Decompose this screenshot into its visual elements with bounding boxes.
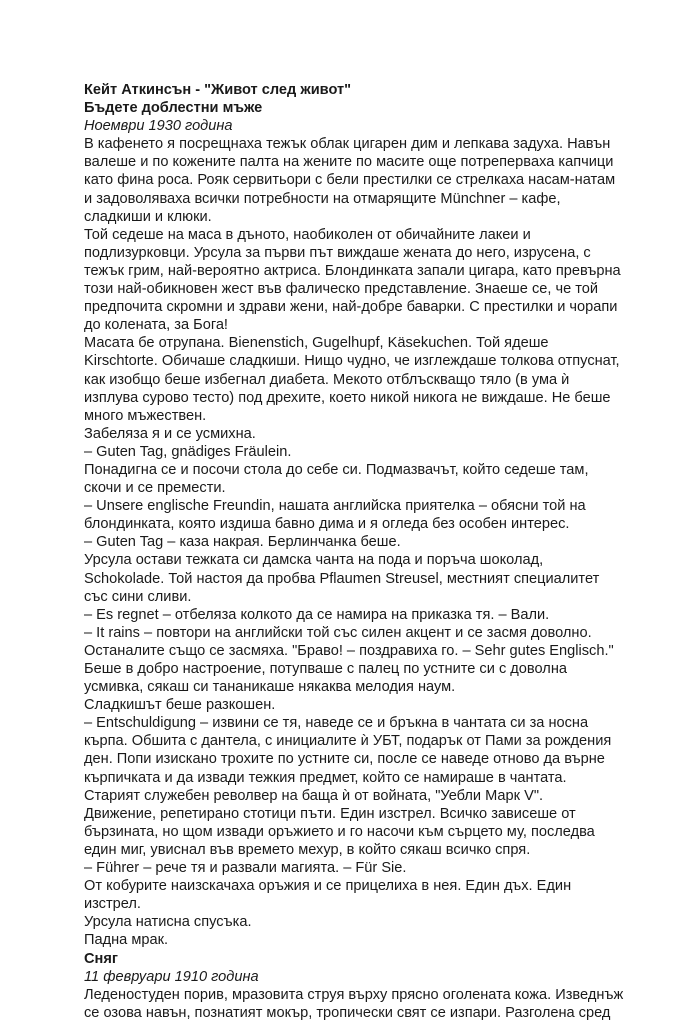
- paragraph: Падна мрак.: [84, 932, 169, 949]
- paragraph: – It rains – повтори на английски той със силен акцент и се засмя доволно. Останалите също се засмяха. "Браво! – поздравиха го. – Sehr gutes Englisch." Беше в добро настроение, потупваше с палец по устните си с доволна усмивка, сякаш си тананикаше някаква мелодия наум.: [84, 624, 614, 696]
- paragraph: Движение, репетирано стотици пъти. Един изстрел. Всичко зависеше от бързината, но щом извади оръжието и го насочи към сърцето му, последва един миг, увиснал във времето мехур, в който сякаш всичко спря.: [84, 805, 595, 858]
- paragraph: Забеляза я и се усмихна.: [84, 425, 256, 442]
- paragraph: Понадигна се и посочи стола до себе си. Подмазвачът, който седеше там, скочи и се премести.: [84, 461, 589, 497]
- book-header: Кейт Аткинсън - "Живот след живот": [84, 82, 352, 98]
- paragraph: – Guten Tag – каза накрая. Берлинчанка беше.: [84, 534, 401, 551]
- paragraph: – Guten Tag, gnädiges Fräulein.: [84, 443, 292, 460]
- paragraph: Урсула натисна спусъка.: [84, 914, 252, 931]
- document-page: [84, 81, 624, 1022]
- paragraph: – Führer – рече тя и развали магията. – Für Sie.: [84, 860, 407, 877]
- chapter-date: 11 февруари 1910 година: [84, 968, 259, 985]
- paragraph: В кафенето я посрещнаха тежък облак цигарен дим и лепкава задуха. Навън валеше и по кожените палта на жените по масите още потрепервaха капчици като фина роса. Рояк сервитьори с бели престилки се стрелкаха насам-натам и задоволяваха всички потребности на отмарящите Münchner – кафе, сладкиши и клюки.: [84, 136, 616, 225]
- paragraph: От кобурите наизскачаха оръжия и се прицелиха в нея. Един дъх. Един изстрел.: [84, 878, 572, 913]
- paragraph: – Es regnet – отбеляза колкото да се намира на приказка тя. – Вали.: [84, 606, 550, 623]
- paragraph: Урсула остави тежката си дамска чанта на пода и поръча шоколад, Schokolade. Той настоя да пробва Pflaumen Streusel, местният специалитет със сини сливи.: [84, 552, 600, 605]
- chapter-title: Бъдете доблестни мъже: [84, 100, 263, 117]
- paragraph: Леденостуден порив, мразовита струя върху прясно оголената кожа. Изведнъж се озова навън, познатият мокър, тропически свят се изпари. Разголена сред: [84, 986, 624, 1021]
- paragraph: Сладкишът беше разкошен.: [84, 697, 276, 714]
- paragraph: – Unsere englische Freundin, нашата английска приятелка – обясни той на блондинката, която издиша бавно дима и я огледа без особен интерес.: [84, 498, 586, 533]
- chapter-date: Ноември 1930 година: [84, 118, 233, 135]
- paragraph: – Entschuldigung – извини се тя, наведе се и бръкна в чантата си за носна кърпа. Обшита с дантела, с инициалите ѝ УБТ, подарък от Пами за рождения ден. Попи изискано трохите по устните си, после се наведе отново да върне кърпичката и да извади тежкия предмет, който се намираше в чантата. Старият служебен револвер на баща ѝ от войната, "Уебли Марк V".: [84, 715, 612, 804]
- paragraph: Той седеше на маса в дъното, наобиколен от обичайните лакеи и подлизурковци. Урсула за първи път виждаше жената до него, изрусена, с тежък грим, най-вероятно актриса. Блондинката запали цигара, като превърна този най-обикновен жест във фалическо представление. Знаеше се, че той предпочита скромни и здрави жени, най-добре баварки. С престилки и чорапи до колената, за Бога!: [84, 226, 621, 334]
- paragraph: Масата бе отрупана. Bienenstich, Gugelhupf, Käsekuchen. Той ядеше Kirschtorte. Обичаше сладкиши. Нищо чудно, че изглеждаше толкова отпуснат, как изобщо беше избегнал диабета. Мекото отблъскващо тяло (в ума ѝ изплува сурово тесто) под дрехите, което никой никога не виждаше. Не беше много мъжествен.: [84, 335, 620, 424]
- chapter-title: Сняг: [84, 950, 118, 967]
